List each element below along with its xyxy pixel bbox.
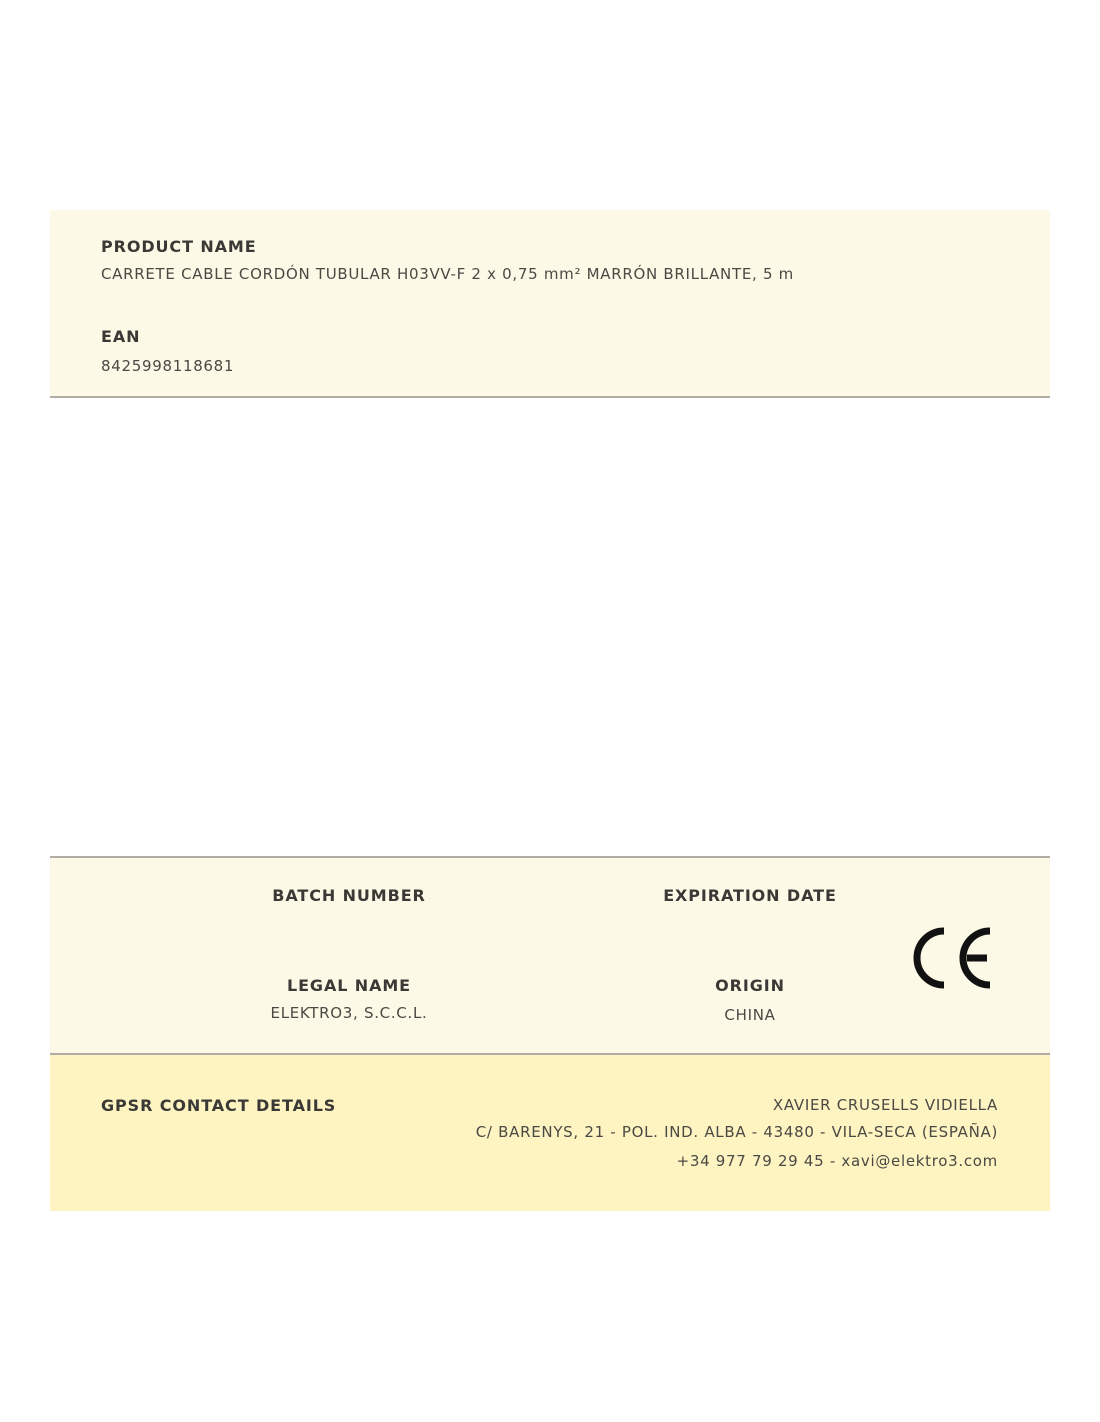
expiration-date-label: EXPIRATION DATE xyxy=(663,886,837,905)
batch-number-label: BATCH NUMBER xyxy=(272,886,426,905)
gpsr-contact-panel xyxy=(50,1055,1050,1211)
contact-address: C/ BARENYS, 21 - POL. IND. ALBA - 43480 - VILA-SECA (ESPAÑA) xyxy=(475,1123,998,1141)
product-info-panel xyxy=(50,210,1050,398)
ean-label: EAN xyxy=(101,327,141,346)
legal-name-value: ELEKTRO3, S.C.C.L. xyxy=(270,1004,428,1022)
ce-mark-icon xyxy=(905,926,995,990)
product-name-value: CARRETE CABLE CORDÓN TUBULAR H03VV-F 2 x 0,75 mm² MARRÓN BRILLANTE, 5 m xyxy=(101,265,794,283)
batch-and-origin-panel xyxy=(50,856,1050,1055)
contact-phone-email: +34 977 79 29 45 - xavi@elektro3.com xyxy=(676,1152,998,1170)
origin-value: CHINA xyxy=(724,1006,776,1024)
product-name-label: PRODUCT NAME xyxy=(101,237,257,256)
origin-label: ORIGIN xyxy=(715,976,785,995)
legal-name-label: LEGAL NAME xyxy=(286,976,412,995)
gpsr-contact-label: GPSR CONTACT DETAILS xyxy=(101,1096,337,1115)
ean-value: 8425998118681 xyxy=(101,357,235,375)
contact-name: XAVIER CRUSELLS VIDIELLA xyxy=(772,1096,998,1114)
